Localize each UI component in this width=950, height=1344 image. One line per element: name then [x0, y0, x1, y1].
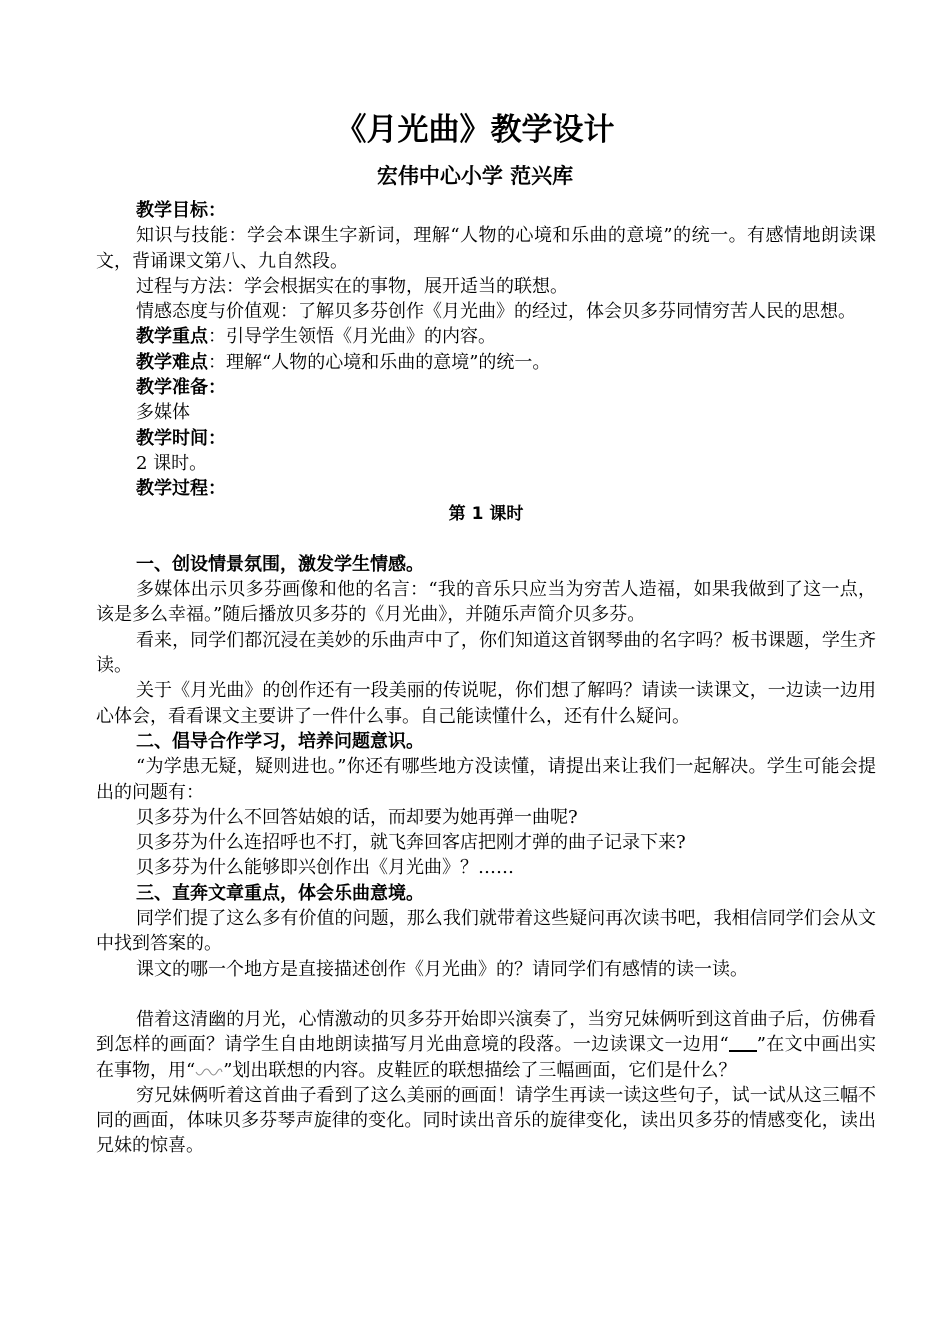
section-3-text: ”在文中画出实在事物，用“ [96, 1034, 877, 1081]
section-3-paragraph: 同学们提了这么多有价值的问题，那么我们就带着这些疑问再次读书吧，我相信同学们会从文中找到答案的。 [96, 908, 876, 955]
section-3-text: ”划出联想的内容。皮鞋匠的联想描绘了三幅画面，它们是什么？ [223, 1059, 737, 1081]
time-text: 2 课时。 [136, 452, 208, 474]
key-point [96, 324, 876, 349]
section-3-text: 借着这清幽的月光，心情激动的贝多芬开始即兴演奏了，当穷兄妹俩听到这首曲子后，仿佛看到怎样的画面？请学生自由地朗读描写月光曲意境的段落。一边读课文一边用“ [96, 1008, 876, 1056]
time-heading: 教学时间： [136, 427, 226, 449]
objectives-heading: 教学目标： [136, 200, 226, 221]
prep-heading: 教学准备： [136, 377, 226, 399]
document-title: 《月光曲》教学设计 [335, 112, 615, 148]
section-2-heading: 二、倡导合作学习，培养问题意识。 [136, 730, 424, 752]
key-point-label: 教学重点 [136, 326, 208, 348]
section-3-heading: 三、直奔文章重点，体会乐曲意境。 [136, 882, 424, 904]
process-heading: 教学过程： [136, 478, 226, 500]
difficulty-text: ：理解“人物的心境和乐曲的意境”的统一。 [208, 351, 551, 373]
section-3-paragraph: 穷兄妹俩听着这首曲子看到了这么美丽的画面！请学生再读一读这些句子，试一试从这三幅不同的画面，体味贝多芬琴声旋律的变化。同时读出音乐的旋律变化，读出贝多芬的情感变化，读出兄妹的惊喜。 [96, 1084, 876, 1157]
section-1-paragraph: 多媒体出示贝多芬画像和他的名言：“我的音乐只应当为穷苦人造福，如果我做到了这一点，该是多么幸福。”随后播放贝多芬的《月光曲》，并随乐声简介贝多芬。 [96, 579, 876, 626]
section-2-paragraph: “为学患无疑，疑则进也。”你还有哪些地方没读懂，请提出来让我们一起解决。学生可能会提出的问题有： [96, 756, 876, 803]
difficulty [96, 350, 876, 375]
blank-line [96, 527, 876, 552]
prep-text: 多媒体 [136, 402, 190, 424]
section-2-question: 贝多芬为什么连招呼也不打，就飞奔回客店把刚才弹的曲子记录下来? [136, 832, 686, 854]
wavy-underline-mark [195, 1064, 223, 1082]
author-line: 宏伟中心小学 范兴库 [376, 164, 574, 188]
section-1-heading: 一、创设情景氛围，激发学生情感。 [136, 553, 424, 575]
objective-emotion: 情感态度与价值观：了解贝多芬创作《月光曲》的经过，体会贝多芬同情穷苦人民的思想。 [136, 301, 856, 323]
key-point-text: ：引导学生领悟《月光曲》的内容。 [208, 326, 496, 348]
section-1-paragraph: 看来，同学们都沉浸在美妙的乐曲声中了，你们知道这首钢琴曲的名字吗？板书课题，学生齐读。 [96, 629, 876, 677]
section-3-paragraph [96, 1007, 876, 1083]
section-2-question: 贝多芬为什么不回答姑娘的话，而却要为她再弹一曲呢? [136, 806, 578, 828]
blank-line [96, 982, 876, 1007]
difficulty-label: 教学难点 [136, 351, 208, 373]
section-2-question: 贝多芬为什么能够即兴创作出《月光曲》？…… [136, 857, 514, 879]
document-body [96, 198, 876, 1159]
lesson-heading: 第 1 课时 [448, 503, 524, 524]
objective-process: 过程与方法：学会根据实在的事物，展开适当的联想。 [136, 275, 568, 297]
section-1-paragraph: 关于《月光曲》的创作还有一段美丽的传说呢，你们想了解吗？请读一读课文，一边读一边用心体会，看看课文主要讲了一件什么事。自己能读懂什么，还有什么疑问。 [96, 680, 876, 727]
section-3-paragraph: 课文的哪一个地方是直接描述创作《月光曲》的？请同学们有感情的读一读。 [136, 958, 748, 980]
straight-underline-mark [729, 1032, 757, 1052]
objective-knowledge: 知识与技能：学会本课生字新词，理解“人物的心境和乐曲的意境”的统一。有感情地朗读课文，背诵课文第八、九自然段。 [96, 225, 876, 272]
